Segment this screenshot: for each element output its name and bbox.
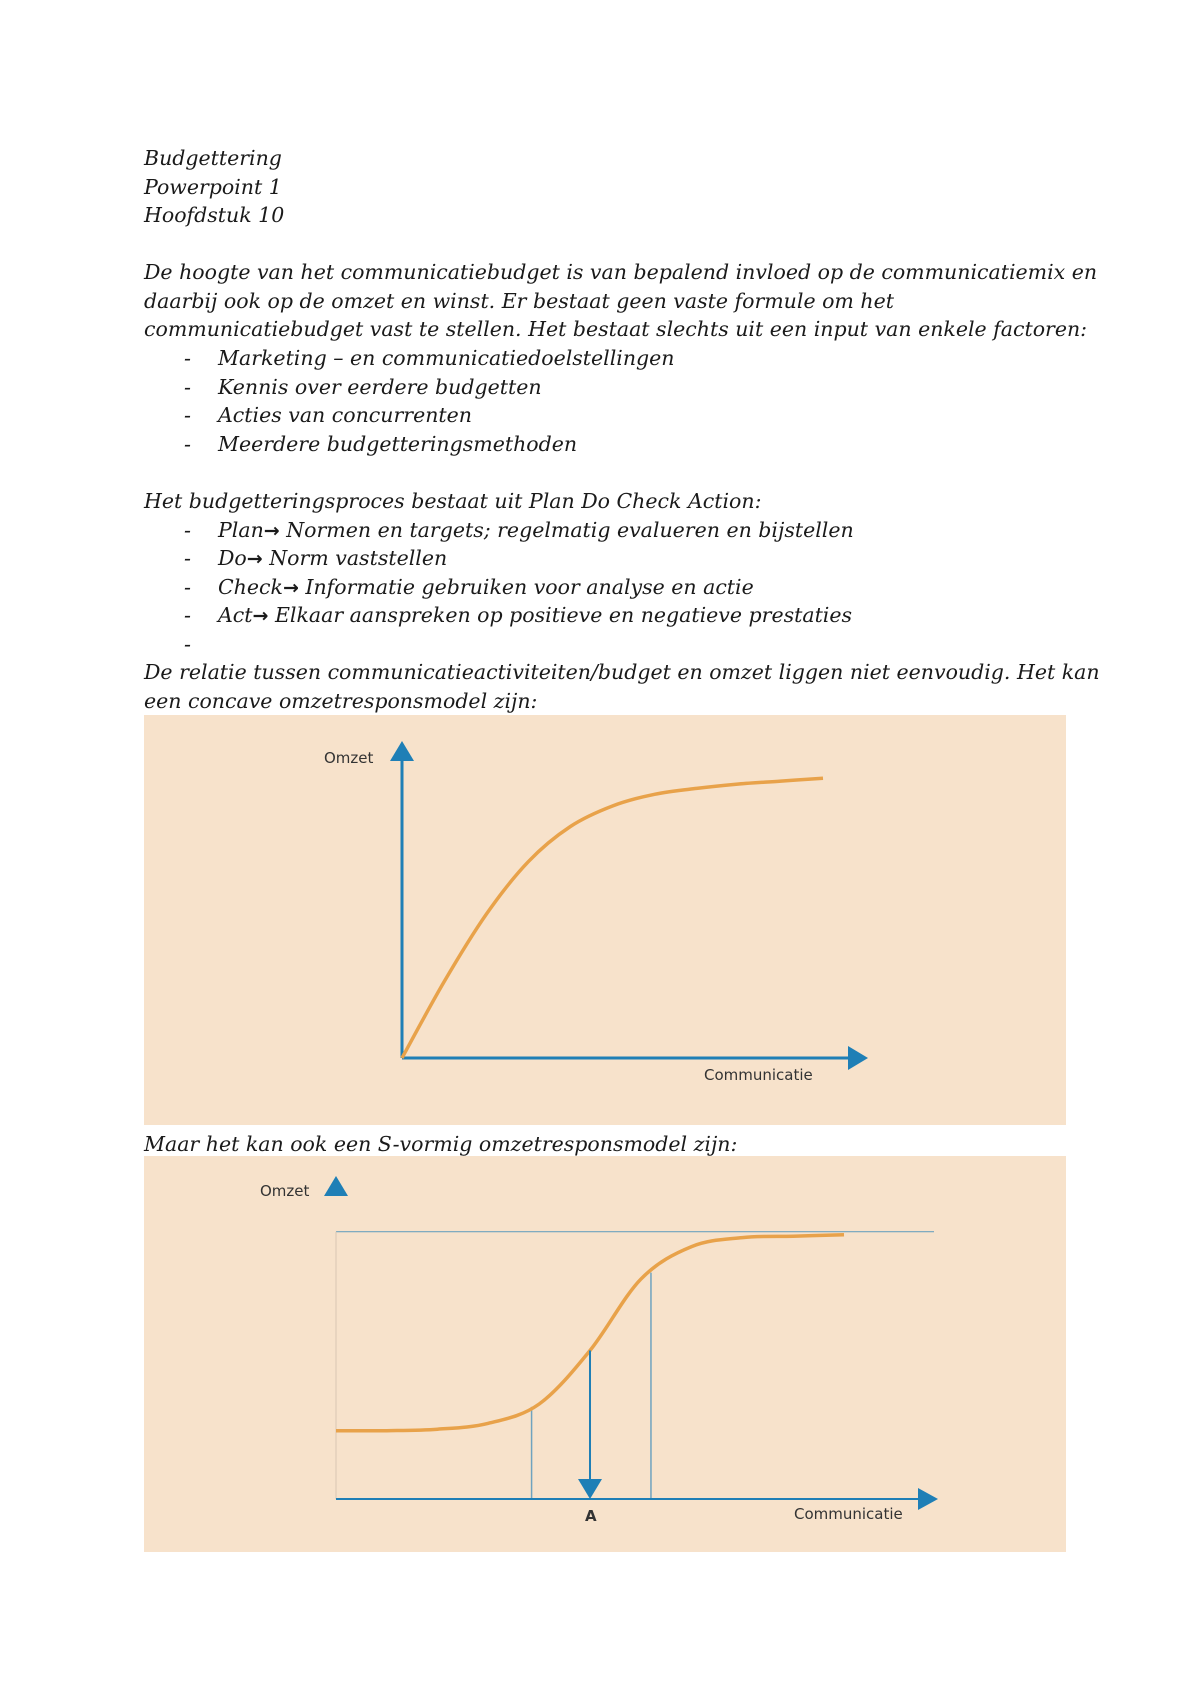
relation-paragraph [144, 658, 1100, 715]
concave-chart [144, 715, 1066, 1125]
pdca-heading: Het budgetteringsproces bestaat uit Plan Do Check Action: [144, 489, 762, 513]
list-item [144, 373, 1074, 402]
header-title: Budgettering [144, 146, 282, 170]
list-item-text [218, 601, 852, 631]
marker-label: A [585, 1507, 597, 1525]
header-subtitle: Powerpoint 1 [144, 174, 282, 199]
list-dash: - [184, 631, 191, 656]
list-item [144, 544, 1074, 573]
document-header [144, 144, 1074, 230]
s-curve-chart-figure [144, 1156, 1066, 1552]
x-axis-label: Communicatie [704, 1066, 813, 1084]
intro-line: daarbij ook op de omzet en winst. Er bestaat geen vaste formule om het [144, 288, 894, 313]
pdca-description: Norm vaststellen [262, 546, 448, 570]
x-axis-arrow-icon [848, 1046, 868, 1070]
pdca-term: Plan [218, 517, 264, 542]
x-axis-arrow-icon [918, 1488, 938, 1510]
intro-line: De hoogte van het communicatiebudget is van bepalend invloed op de communicatiemix en [144, 260, 1098, 284]
list-dash: - [184, 403, 191, 427]
pdca-term: Check [218, 574, 283, 599]
list-dash: - [184, 431, 191, 456]
marker-arrow-icon [578, 1479, 602, 1499]
pdca-section [144, 487, 1074, 658]
list-item [144, 344, 1074, 373]
y-axis-arrow-icon [324, 1176, 348, 1196]
relation-line: een concave omzetresponsmodel zijn: [144, 688, 538, 713]
y-axis-label: Omzet [260, 1182, 310, 1200]
list-item-text: Kennis over eerdere budgetten [218, 374, 542, 399]
s-curve-intro-line: Maar het kan ook een S-vormig omzetresponsmodel zijn: [144, 1132, 738, 1156]
arrow-right-icon: → [282, 576, 299, 599]
y-axis-arrow-icon [390, 741, 414, 761]
pdca-description: Normen en targets; regelmatig evalueren en bijstellen [279, 517, 854, 542]
list-item [144, 516, 1074, 545]
pdca-term: Act [218, 603, 253, 627]
list-dash: - [184, 346, 191, 370]
list-item-text [218, 516, 854, 546]
pdca-term: Do [218, 546, 247, 570]
concave-chart-figure [144, 715, 1066, 1125]
intro-line: communicatiebudget vast te stellen. Het bestaat slechts uit een input van enkele factoren: [144, 317, 1088, 341]
header-chapter: Hoofdstuk 10 [144, 203, 285, 227]
list-item [144, 430, 1074, 459]
y-axis-label: Omzet [324, 749, 374, 767]
list-item-text: Meerdere budgetteringsmethoden [218, 431, 578, 456]
arrow-right-icon: → [252, 605, 269, 627]
arrow-right-icon: → [246, 548, 263, 570]
factors-list [144, 344, 1074, 458]
list-item-text [218, 544, 447, 574]
list-dash: - [184, 517, 191, 542]
list-item-empty [144, 630, 1074, 659]
list-dash: - [184, 603, 191, 627]
list-dash: - [184, 374, 191, 399]
list-item-text: Acties van concurrenten [218, 403, 472, 427]
s-curve-chart [144, 1156, 1066, 1552]
list-item-text: Marketing – en communicatiedoelstellingen [218, 346, 675, 370]
list-item [144, 573, 1074, 602]
arrow-right-icon: → [263, 519, 280, 542]
list-item [144, 601, 1074, 630]
intro-paragraph [144, 258, 1098, 344]
series-line [402, 778, 823, 1058]
s-curve-intro [144, 1130, 1074, 1159]
pdca-description: Elkaar aanspreken op positieve en negatieve prestaties [268, 603, 853, 627]
x-axis-label: Communicatie [794, 1505, 903, 1523]
list-item-text [218, 573, 754, 603]
pdca-description: Informatie gebruiken voor analyse en actie [298, 574, 754, 599]
list-item [144, 401, 1074, 430]
relation-line: De relatie tussen communicatieactiviteiten/budget en omzet liggen niet eenvoudig. Het kan [144, 660, 1100, 684]
list-dash: - [184, 574, 191, 599]
list-dash: - [184, 546, 191, 570]
